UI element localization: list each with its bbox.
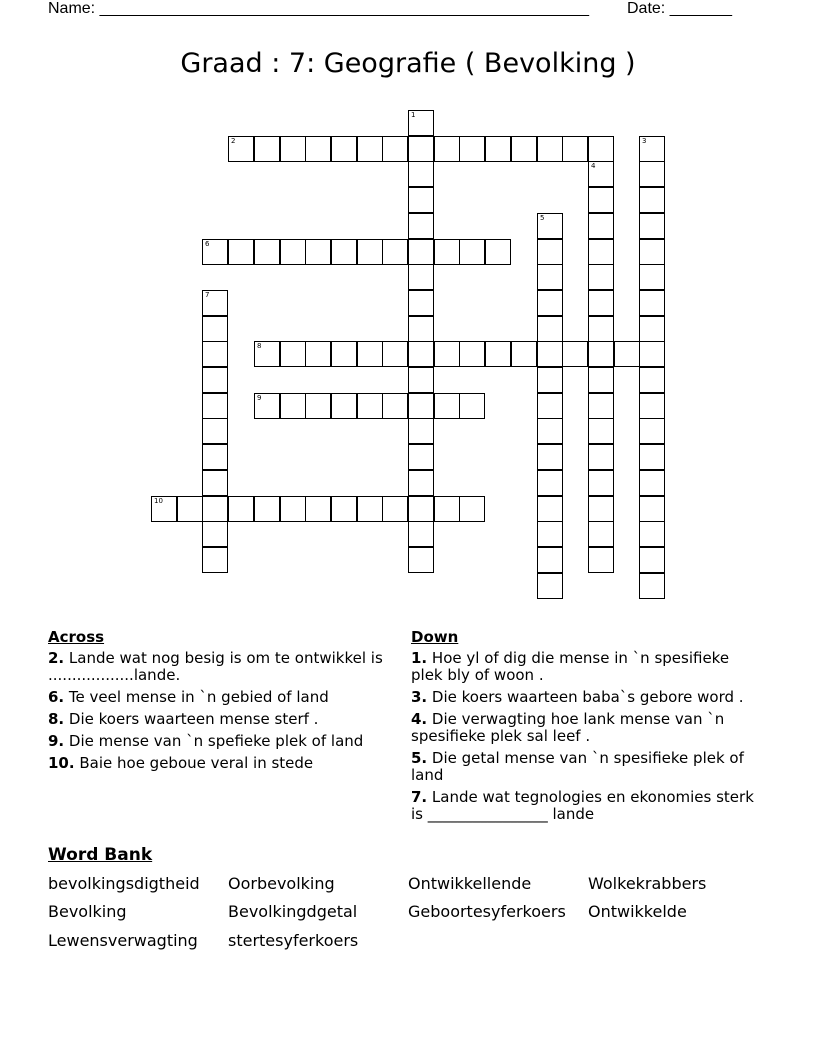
crossword-cell[interactable] [305, 136, 331, 162]
crossword-cell[interactable] [639, 213, 665, 239]
crossword-cell[interactable] [639, 341, 665, 367]
crossword-cell[interactable] [357, 341, 383, 367]
crossword-cell[interactable] [254, 239, 280, 265]
crossword-cell[interactable] [639, 393, 665, 419]
crossword-cell[interactable] [639, 136, 665, 162]
clue-across-9: 9. Die mense van `n spefieke plek of land [48, 732, 364, 750]
crossword-cell[interactable] [588, 496, 614, 522]
crossword-cell[interactable] [408, 213, 434, 239]
crossword-cell[interactable] [485, 341, 511, 367]
crossword-cell[interactable] [408, 187, 434, 213]
crossword-cell[interactable] [408, 470, 434, 496]
crossword-cell[interactable] [408, 521, 434, 547]
down-heading: Down [411, 628, 459, 646]
crossword-cell[interactable] [408, 367, 434, 393]
clue-number: 2 [231, 137, 236, 145]
clue-number: 5 [540, 214, 545, 222]
crossword-cell[interactable] [639, 239, 665, 265]
crossword-cell[interactable] [537, 470, 563, 496]
crossword-cell[interactable] [408, 341, 434, 367]
clue-across-8: 8. Die koers waarteen mense sterf . [48, 710, 319, 728]
crossword-cell[interactable] [537, 418, 563, 444]
crossword-cell[interactable] [562, 136, 588, 162]
crossword-cell[interactable] [614, 341, 640, 367]
crossword-cell[interactable] [588, 470, 614, 496]
crossword-cell[interactable] [588, 239, 614, 265]
crossword-cell[interactable] [408, 239, 434, 265]
crossword-cell[interactable] [305, 341, 331, 367]
crossword-cell[interactable] [357, 239, 383, 265]
crossword-cell[interactable] [639, 316, 665, 342]
crossword-cell[interactable] [357, 136, 383, 162]
crossword-cell[interactable] [434, 239, 460, 265]
crossword-cell[interactable] [434, 496, 460, 522]
crossword-cell[interactable] [588, 290, 614, 316]
crossword-cell[interactable] [228, 496, 254, 522]
crossword-cell[interactable] [537, 264, 563, 290]
crossword-cell[interactable] [639, 547, 665, 573]
word-bank-word: Wolkekrabbers [588, 874, 707, 893]
clue-down-1: 1. Hoe yl of dig die mense in `n spesifieke plek bly of woon . [411, 649, 730, 684]
clue-number: 6 [205, 240, 210, 248]
page-title: Graad : 7: Geografie ( Bevolking ) [180, 48, 636, 79]
crossword-cell[interactable] [639, 521, 665, 547]
crossword-cell[interactable] [228, 136, 254, 162]
crossword-cell[interactable] [202, 316, 228, 342]
crossword-cell[interactable] [408, 316, 434, 342]
crossword-cell[interactable] [305, 393, 331, 419]
crossword-cell[interactable] [382, 136, 408, 162]
word-bank-word: Bevolking [48, 902, 127, 921]
clue-number: 7 [205, 291, 210, 299]
crossword-cell[interactable] [408, 136, 434, 162]
crossword-cell[interactable] [254, 496, 280, 522]
crossword-cell[interactable] [254, 341, 280, 367]
crossword-cell[interactable] [639, 367, 665, 393]
crossword-cell[interactable] [202, 239, 228, 265]
crossword-cell[interactable] [331, 393, 357, 419]
word-bank-word: Bevolkingdgetal [228, 902, 358, 921]
crossword-cell[interactable] [408, 110, 434, 136]
crossword-cell[interactable] [280, 393, 306, 419]
crossword-cell[interactable] [639, 496, 665, 522]
crossword-cell[interactable] [537, 341, 563, 367]
crossword-cell[interactable] [588, 187, 614, 213]
crossword-cell[interactable] [177, 496, 203, 522]
crossword-cell[interactable] [588, 444, 614, 470]
crossword-cell[interactable] [408, 264, 434, 290]
crossword-cell[interactable] [639, 290, 665, 316]
crossword-cell[interactable] [639, 573, 665, 599]
crossword-cell[interactable] [408, 418, 434, 444]
word-bank-word: Oorbevolking [228, 874, 335, 893]
crossword-cell[interactable] [254, 393, 280, 419]
crossword-cell[interactable] [331, 239, 357, 265]
crossword-cell[interactable] [202, 470, 228, 496]
clue-across-2: 2. Lande wat nog besig is om te ontwikkel is ..................lande. [48, 649, 383, 684]
across-clues [48, 628, 393, 777]
crossword-cell[interactable] [331, 496, 357, 522]
crossword-cell[interactable] [537, 367, 563, 393]
crossword-cell[interactable] [537, 496, 563, 522]
crossword-cell[interactable] [382, 239, 408, 265]
clue-number: 8 [257, 342, 262, 350]
clue-down-4: 4. Die verwagting hoe lank mense van `n spesifieke plek sal leef . [411, 710, 725, 745]
crossword-cell[interactable] [537, 444, 563, 470]
crossword-cell[interactable] [357, 496, 383, 522]
crossword-cell[interactable] [537, 316, 563, 342]
crossword-cell[interactable] [588, 547, 614, 573]
crossword-cell[interactable] [408, 547, 434, 573]
crossword-cell[interactable] [202, 341, 228, 367]
word-bank-word: Lewensverwagting [48, 931, 198, 950]
crossword-cell[interactable] [639, 470, 665, 496]
crossword-cell[interactable] [588, 161, 614, 187]
crossword-cell[interactable] [459, 341, 485, 367]
crossword-cell[interactable] [305, 496, 331, 522]
crossword-cell[interactable] [639, 444, 665, 470]
clue-number: 4 [591, 162, 596, 170]
crossword-cell[interactable] [228, 239, 254, 265]
word-bank-word: Ontwikkellende [408, 874, 532, 893]
crossword-cell[interactable] [588, 316, 614, 342]
crossword-cell[interactable] [382, 393, 408, 419]
word-bank-word: Geboortesyferkoers [408, 902, 566, 921]
crossword-cell[interactable] [537, 521, 563, 547]
crossword-cell[interactable] [537, 213, 563, 239]
crossword-cell[interactable] [639, 161, 665, 187]
crossword-cell[interactable] [408, 290, 434, 316]
clue-number: 9 [257, 394, 262, 402]
date-field-label: Date: _______ [627, 0, 732, 17]
crossword-cell[interactable] [588, 393, 614, 419]
crossword-cell[interactable] [202, 290, 228, 316]
down-clues [411, 628, 756, 828]
clue-number: 3 [642, 137, 647, 145]
crossword-cell[interactable] [459, 136, 485, 162]
crossword-cell[interactable] [408, 161, 434, 187]
crossword-cell[interactable] [588, 136, 614, 162]
crossword-cell[interactable] [408, 444, 434, 470]
crossword-cell[interactable] [408, 393, 434, 419]
crossword-cell[interactable] [202, 367, 228, 393]
crossword-cell[interactable] [459, 239, 485, 265]
crossword-cell[interactable] [434, 393, 460, 419]
crossword-cell[interactable] [485, 239, 511, 265]
crossword-cell[interactable] [639, 187, 665, 213]
crossword-cell[interactable] [537, 573, 563, 599]
crossword-cell[interactable] [485, 136, 511, 162]
crossword-cell[interactable] [588, 264, 614, 290]
crossword-cell[interactable] [537, 547, 563, 573]
crossword-cell[interactable] [202, 444, 228, 470]
crossword-cell[interactable] [280, 341, 306, 367]
crossword-cell[interactable] [537, 136, 563, 162]
crossword-cell[interactable] [562, 341, 588, 367]
crossword-cell[interactable] [382, 341, 408, 367]
crossword-cell[interactable] [537, 393, 563, 419]
name-field-label: Name: _______________________________________________________ [48, 0, 589, 17]
crossword-cell[interactable] [639, 418, 665, 444]
crossword-cell[interactable] [280, 136, 306, 162]
crossword-cell[interactable] [331, 136, 357, 162]
crossword-cell[interactable] [588, 213, 614, 239]
clue-across-10: 10. Baie hoe geboue veral in stede [48, 754, 314, 772]
crossword-cell[interactable] [434, 136, 460, 162]
crossword-cell[interactable] [408, 496, 434, 522]
crossword-cell[interactable] [202, 393, 228, 419]
crossword-cell[interactable] [511, 341, 537, 367]
crossword-cell[interactable] [357, 393, 383, 419]
clue-down-7: 7. Lande wat tegnologies en ekonomies sterk is ________________ lande [411, 788, 754, 823]
crossword-cell[interactable] [434, 341, 460, 367]
clue-down-5: 5. Die getal mense van `n spesifieke plek of land [411, 749, 744, 784]
crossword-cell[interactable] [202, 521, 228, 547]
crossword-cell[interactable] [305, 239, 331, 265]
crossword-cell[interactable] [639, 264, 665, 290]
crossword-cell[interactable] [331, 341, 357, 367]
clue-across-6: 6. Te veel mense in `n gebied of land [48, 688, 329, 706]
crossword-cell[interactable] [202, 418, 228, 444]
crossword-cell[interactable] [202, 496, 228, 522]
crossword-cell[interactable] [588, 521, 614, 547]
crossword-cell[interactable] [151, 496, 177, 522]
clue-number: 10 [154, 497, 163, 505]
word-bank-word: stertesyferkoers [228, 931, 359, 950]
crossword-cell[interactable] [280, 239, 306, 265]
word-bank-word: bevolkingsdigtheid [48, 874, 200, 893]
crossword-cell[interactable] [588, 367, 614, 393]
clue-down-3: 3. Die koers waarteen baba`s gebore word . [411, 688, 744, 706]
crossword-cell[interactable] [254, 136, 280, 162]
crossword-cell[interactable] [588, 418, 614, 444]
crossword-cell[interactable] [511, 136, 537, 162]
word-bank-word: Ontwikkelde [588, 902, 687, 921]
crossword-cell[interactable] [588, 341, 614, 367]
crossword-cell[interactable] [537, 290, 563, 316]
word-bank-heading: Word Bank [48, 845, 153, 865]
crossword-cell[interactable] [382, 496, 408, 522]
crossword-cell[interactable] [459, 393, 485, 419]
crossword-cell[interactable] [202, 547, 228, 573]
crossword-cell[interactable] [459, 496, 485, 522]
crossword-cell[interactable] [280, 496, 306, 522]
clue-number: 1 [411, 111, 416, 119]
crossword-cell[interactable] [537, 239, 563, 265]
across-heading: Across [48, 628, 105, 646]
